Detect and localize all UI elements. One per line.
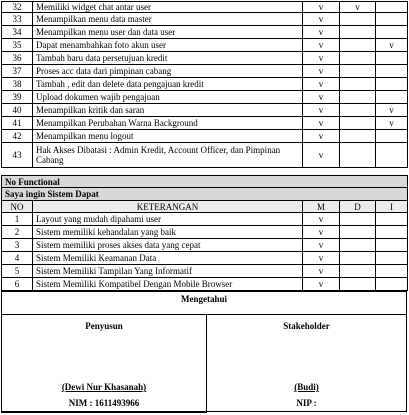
- section-subtitle: Saya ingin Sistem Dapat: [2, 188, 408, 201]
- mark-d: [340, 143, 376, 168]
- row-description: Menampilkan menu data master: [33, 13, 303, 26]
- mark-m: v: [303, 65, 340, 78]
- mark-i: [376, 239, 408, 252]
- mark-i: [376, 91, 408, 104]
- row-number: 3: [2, 239, 33, 252]
- header-m: M: [303, 201, 340, 213]
- row-number: 37: [2, 65, 33, 78]
- requirement-row: [2, 13, 408, 26]
- row-number: 43: [2, 143, 33, 168]
- mark-i: [376, 78, 408, 91]
- mark-d: [340, 78, 376, 91]
- requirement-row: [2, 104, 408, 117]
- mark-m: v: [303, 143, 340, 168]
- requirement-row: [2, 130, 408, 143]
- non-functional-requirements-table: [1, 175, 408, 291]
- mark-i: [376, 143, 408, 168]
- nonfunctional-row: [2, 239, 408, 252]
- nonfunctional-row: [2, 265, 408, 278]
- requirement-row: [2, 91, 408, 104]
- mark-m: v: [303, 104, 340, 117]
- row-number: 41: [2, 117, 33, 130]
- row-number: 6: [2, 278, 33, 291]
- nonfunctional-row: [2, 213, 408, 226]
- mark-d: [340, 278, 376, 291]
- mark-m: v: [303, 39, 340, 52]
- row-number: 32: [2, 2, 33, 13]
- mark-d: [340, 130, 376, 143]
- preparer-block: [1, 314, 207, 413]
- functional-requirements-table: [1, 1, 408, 168]
- mark-m: v: [303, 117, 340, 130]
- mark-i: [376, 213, 408, 226]
- requirement-row: [2, 143, 408, 168]
- mark-i: v: [376, 117, 408, 130]
- mark-d: [340, 117, 376, 130]
- stakeholder-nip: NIP :: [296, 398, 317, 408]
- mark-m: v: [303, 239, 340, 252]
- mark-i: [376, 52, 408, 65]
- row-description: Proses acc data dari pimpinan cabang: [33, 65, 303, 78]
- mark-m: v: [303, 252, 340, 265]
- mark-d: [340, 39, 376, 52]
- mark-d: v: [340, 2, 376, 13]
- mark-i: [376, 278, 408, 291]
- row-description: Layout yang mudah dipahami user: [33, 213, 303, 226]
- nonfunctional-row: [2, 252, 408, 265]
- mark-d: [340, 252, 376, 265]
- requirement-row: [2, 39, 408, 52]
- requirement-row: [2, 117, 408, 130]
- row-number: 33: [2, 13, 33, 26]
- row-description: Tambah baru data persetujuan kredit: [33, 52, 303, 65]
- stakeholder-heading: Stakeholder: [283, 321, 330, 331]
- mark-m: v: [303, 2, 340, 13]
- row-number: 1: [2, 213, 33, 226]
- mark-m: v: [303, 91, 340, 104]
- approval-section: [1, 291, 407, 412]
- preparer-heading: Penyusun: [85, 321, 123, 331]
- row-description: Sistem memiliki kehandalan yang baik: [33, 226, 303, 239]
- row-number: 35: [2, 39, 33, 52]
- section-title: No Functional: [2, 176, 408, 188]
- requirements-document: [1, 1, 407, 412]
- approval-title: Mengetahui: [181, 294, 227, 304]
- row-number: 34: [2, 26, 33, 39]
- mark-i: [376, 2, 408, 13]
- mark-m: v: [303, 13, 340, 26]
- mark-d: [340, 239, 376, 252]
- row-description: Upload dokumen wajib pengajuan: [33, 91, 303, 104]
- mark-d: [340, 91, 376, 104]
- mark-i: [376, 26, 408, 39]
- mark-m: v: [303, 52, 340, 65]
- row-description: Menampilkan Perubahan Warna Background: [33, 117, 303, 130]
- mark-i: [376, 226, 408, 239]
- stakeholder-name: (Budi): [294, 382, 319, 392]
- mark-m: v: [303, 130, 340, 143]
- mark-d: [340, 104, 376, 117]
- row-description: Tambah , edit dan delete data pengajuan kredit: [33, 78, 303, 91]
- mark-i: v: [376, 39, 408, 52]
- mark-i: [376, 13, 408, 26]
- header-i: I: [376, 201, 408, 213]
- mark-i: v: [376, 104, 408, 117]
- row-number: 39: [2, 91, 33, 104]
- nonfunctional-row: [2, 226, 408, 239]
- nonfunctional-row: [2, 278, 408, 291]
- mark-m: v: [303, 78, 340, 91]
- header-keterangan: KETERANGAN: [33, 201, 303, 213]
- requirement-row: [2, 2, 408, 13]
- mark-d: [340, 213, 376, 226]
- row-description: Menampilkan menu logout: [33, 130, 303, 143]
- mark-m: v: [303, 265, 340, 278]
- mark-d: [340, 26, 376, 39]
- preparer-nim: NIM : 1611493966: [68, 398, 140, 408]
- row-number: 36: [2, 52, 33, 65]
- row-number: 4: [2, 252, 33, 265]
- row-number: 42: [2, 130, 33, 143]
- requirement-row: [2, 52, 408, 65]
- mark-d: [340, 65, 376, 78]
- row-description: Sistem Memiliki Tampilan Yang Informatif: [33, 265, 303, 278]
- row-description: Menampilkan menu user dan data user: [33, 26, 303, 39]
- row-description: Menampilkan kritik dan saran: [33, 104, 303, 117]
- row-description: Sistem Memiliki Kompatibel Dengan Mobile Browser: [33, 278, 303, 291]
- mark-d: [340, 13, 376, 26]
- mark-i: [376, 252, 408, 265]
- mark-i: [376, 265, 408, 278]
- row-number: 5: [2, 265, 33, 278]
- mark-m: v: [303, 278, 340, 291]
- row-description: Memiliki widget chat antar user: [33, 2, 303, 13]
- mark-d: [340, 226, 376, 239]
- stakeholder-block: [206, 314, 407, 413]
- preparer-name: (Dewi Nur Khasanah): [61, 382, 147, 392]
- mark-m: v: [303, 213, 340, 226]
- row-description: Sistem Memiliki Keamanan Data: [33, 252, 303, 265]
- requirement-row: [2, 65, 408, 78]
- row-description: Dapat menambahkan foto akun user: [33, 39, 303, 52]
- row-number: 38: [2, 78, 33, 91]
- row-number: 40: [2, 104, 33, 117]
- mark-m: v: [303, 26, 340, 39]
- mark-d: [340, 265, 376, 278]
- header-no: NO: [2, 201, 33, 213]
- requirement-row: [2, 78, 408, 91]
- mark-m: v: [303, 226, 340, 239]
- mark-d: [340, 52, 376, 65]
- row-number: 2: [2, 226, 33, 239]
- mark-i: [376, 130, 408, 143]
- mark-i: [376, 65, 408, 78]
- header-d: D: [340, 201, 376, 213]
- requirement-row: [2, 26, 408, 39]
- row-description: Sistem memiliki proses akses data yang cepat: [33, 239, 303, 252]
- row-description: Hak Akses Dibatasi : Admin Kredit, Account Officer, dan Pimpinan Cabang: [33, 143, 303, 168]
